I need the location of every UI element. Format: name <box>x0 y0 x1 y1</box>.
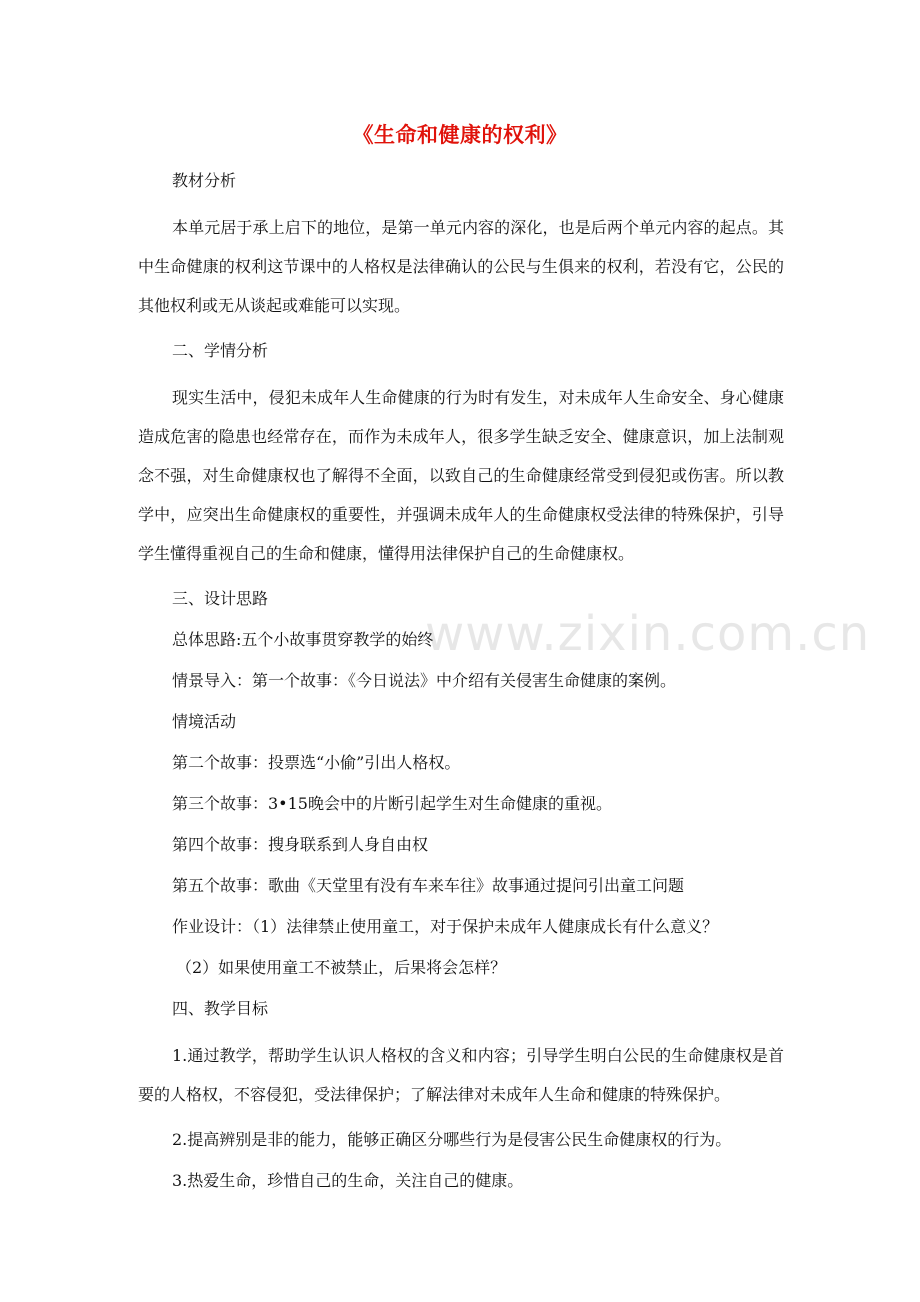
section-heading: 四、教学目标 <box>172 999 269 1018</box>
text-line: 情景导入：第一个故事：《今日说法》中介绍有关侵害生命健康的案例。 <box>172 671 677 690</box>
watermark: www.zixin.com.cn <box>425 606 871 662</box>
text-line: 第二个故事：投票选“小偷”引出人格权。 <box>172 753 461 772</box>
section-heading: 三、设计思路 <box>172 589 269 608</box>
text-line: 3.热爱生命，珍惜自己的生命，关注自己的健康。 <box>172 1171 524 1190</box>
section-heading: 教材分析 <box>172 171 237 190</box>
text-line: 2.提高辨别是非的能力，能够正确区分哪些行为是侵害公民生命健康权的行为。 <box>172 1130 732 1149</box>
text-line: 情境活动 <box>172 712 237 731</box>
text-line: 第四个故事：搜身联系到人身自由权 <box>172 835 429 854</box>
document-title: 《生命和健康的权利》 <box>352 122 568 147</box>
text-line: 第五个故事：歌曲《天堂里有没有车来车往》故事通过提问引出童工问题 <box>172 876 685 895</box>
paragraph: 现实生活中，侵犯未成年人生命健康的行为时有发生，对未成年人生命安全、身心健康造成危害的隐患也经常存在，而作为未成年人，很多学生缺乏安全、健康意识，加上法制观念不强，对生命健康权也了解得不全面，以致自己的生命健康经常受到侵犯或伤害。所以教学中，应突出生命健康权的重要性，并强调未成年人的生命健康权受法律的特殊保护，引导学生懂得重视自己的生命和健康，懂得用法律保护自己的生命健康权。 <box>138 388 784 563</box>
text-line: 第三个故事：3•15晚会中的片断引起学生对生命健康的重视。 <box>172 794 612 813</box>
paragraph: 1.通过教学，帮助学生认识人格权的含义和内容；引导学生明白公民的生命健康权是首要的人格权，不容侵犯，受法律保护；了解法律对未成年人生命和健康的特殊保护。 <box>138 1046 784 1104</box>
text-line: 总体思路:五个小故事贯穿教学的始终 <box>172 630 434 649</box>
section-heading: 二、学情分析 <box>172 341 269 360</box>
text-line: 作业设计：（1）法律禁止使用童工，对于保护未成年人健康成长有什么意义？ <box>172 917 719 936</box>
text-line: （2）如果使用童工不被禁止，后果将会怎样？ <box>176 958 507 977</box>
paragraph: 本单元居于承上启下的地位，是第一单元内容的深化，也是后两个单元内容的起点。其中生命健康的权利这节课中的人格权是法律确认的公民与生俱来的权利，若没有它，公民的其他权利或无从谈起或难能可以实现。 <box>138 218 784 315</box>
document-body <box>138 167 784 1208</box>
